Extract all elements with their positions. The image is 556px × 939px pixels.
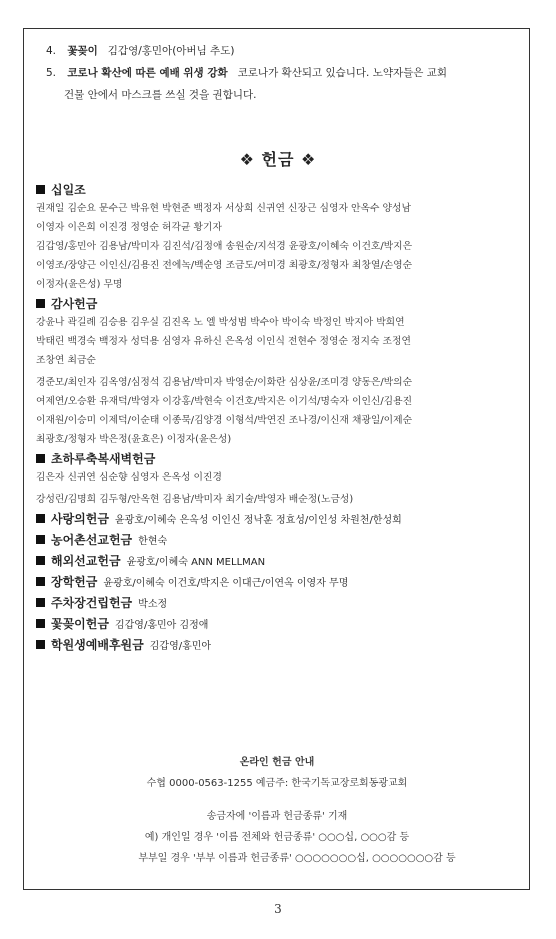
donor-line: 이재원/이승미 이제덕/이순태 이종묵/김양경 이형석/박연진 조나경/이신재 채광일/이제순 [36,415,413,426]
section-title-text: 학원생예배후원금 [51,638,144,652]
donor-line: 권재일 김순요 문수근 박유현 박현준 백정자 서상희 신귀연 신장근 심영자 안옥수 양성남 [36,203,411,214]
donor-line: 최광호/정형자 박은정(윤효은) 이정자(윤은성) [36,434,232,445]
section-title-text: 십일조 [51,183,86,197]
notice-title: 꽃꽂이 [67,45,98,57]
donor-line: 강윤나 곽길례 김승용 김우실 김진옥 노 엘 박성범 박수아 박이숙 박정인 박지아 박희연 [36,317,405,328]
section-donors-inline: 김갑영/홍민아 김정애 [114,620,209,631]
offering-section-title [36,636,520,656]
donor-line: 이영조/장양근 이인신/김용진 전에녹/백순영 조금도/여미경 최광호/정형자 최창열/손영순 [36,260,413,271]
section-donors-inline: 박소정 [138,599,168,610]
section-donors-inline: 한현숙 [138,536,168,547]
offering-list [36,180,520,656]
square-bullet-icon [36,556,45,565]
section-title-text: 초하루축복새벽헌금 [51,452,156,466]
donor-line: 강성린/김명희 김두형/안옥현 김용남/박미자 최기술/박영자 배순정(노금성) [36,494,354,505]
notice-title: 코로나 확산에 따른 예배 위생 강화 [67,67,228,79]
notice-desc: 김갑영/홍민아(아버님 추도) [107,45,235,57]
section-title-text: 감사헌금 [51,297,98,311]
donor-line: 조창연 최금순 [36,355,96,366]
donor-line: 경준모/최인자 김옥영/심정석 김용남/박미자 박영순/이화란 심상윤/조미경 양동은/박의순 [36,377,413,388]
section-donors-inline: 윤광호/이혜숙 은옥성 이인신 정낙훈 정효성/이인성 차원천/한성희 [114,515,402,526]
example-couple: 부부일 경우 '부부 이름과 헌금종류' ○○○○○○○십, ○○○○○○○감 등 [138,853,456,864]
online-offering-info [24,752,530,869]
offering-section-title [36,531,520,551]
notice-number: 5. [46,67,57,79]
online-offering-title: 온라인 헌금 안내 [239,757,315,768]
square-bullet-icon [36,577,45,586]
square-bullet-icon [36,514,45,523]
section-title-text: 해외선교헌금 [51,554,121,568]
notice-desc: 코로나가 확산되고 있습니다. 노약자들은 교회 [237,67,448,79]
page-number: 3 [274,902,282,916]
square-bullet-icon [36,454,45,463]
offering-section-title [36,510,520,530]
section-title-text: 장학헌금 [51,575,98,589]
offering-section-title [36,615,520,635]
notice-list [46,40,518,106]
square-bullet-icon [36,640,45,649]
section-title-text: 농어촌선교헌금 [51,533,133,547]
section-donors-inline: 윤광호/이혜숙 ANN MELLMAN [126,557,266,568]
offering-section-title [36,594,520,614]
notice-item [46,62,518,84]
square-bullet-icon [36,619,45,628]
section-title-text: 사랑의헌금 [51,512,109,526]
offering-section-title [36,295,520,313]
section-title-text: 주차장건립헌금 [51,596,133,610]
offering-section-title [36,450,520,468]
donor-line: 김갑영/홍민아 김용남/박미자 김진석/김정애 송원순/지석경 윤광호/이혜숙 이건호/박지은 [36,241,413,252]
donor-line: 박태린 백경숙 백정자 성덕용 심영자 유하신 은옥성 이인식 전현수 정영순 정지숙 조정연 [36,336,411,347]
square-bullet-icon [36,299,45,308]
square-bullet-icon [36,185,45,194]
donor-line: 여제연/오승환 유재덕/박영자 이강홍/박현숙 이건호/박지은 이기석/명숙자 이인신/김용진 [36,396,413,407]
page-heading: ❖ 헌금 ❖ [239,150,317,169]
notice-item [46,40,518,62]
square-bullet-icon [36,535,45,544]
section-donors-inline: 김갑영/홍민아 [149,641,212,652]
donor-line: 이영자 이은희 이진경 정영순 허각균 황기자 [36,222,222,233]
example-individual: 예) 개인일 경우 '이름 전체와 헌금종류' ○○○십, ○○○감 등 [144,832,410,843]
offering-section-title [36,181,520,199]
offering-section-title [36,573,520,593]
section-donors-inline: 윤광호/이혜숙 이건호/박지은 이대근/이연옥 이영자 무명 [103,578,349,589]
notice-number: 4. [46,45,57,57]
section-title-text: 꽃꽂이헌금 [51,617,109,631]
notice-desc-cont: 건물 안에서 마스크를 쓰실 것을 권합니다. [64,89,257,101]
donor-line: 김은자 신귀연 심순향 심영자 은옥성 이진경 [36,472,222,483]
donor-line: 이정자(윤은성) 무명 [36,279,123,290]
bank-account: 수협 0000-0563-1255 예금주: 한국기독교장로회동광교회 [146,778,408,789]
square-bullet-icon [36,598,45,607]
offering-section-title [36,552,520,572]
remit-instruction: 송금자에 '이름과 헌금종류' 기재 [206,811,348,822]
